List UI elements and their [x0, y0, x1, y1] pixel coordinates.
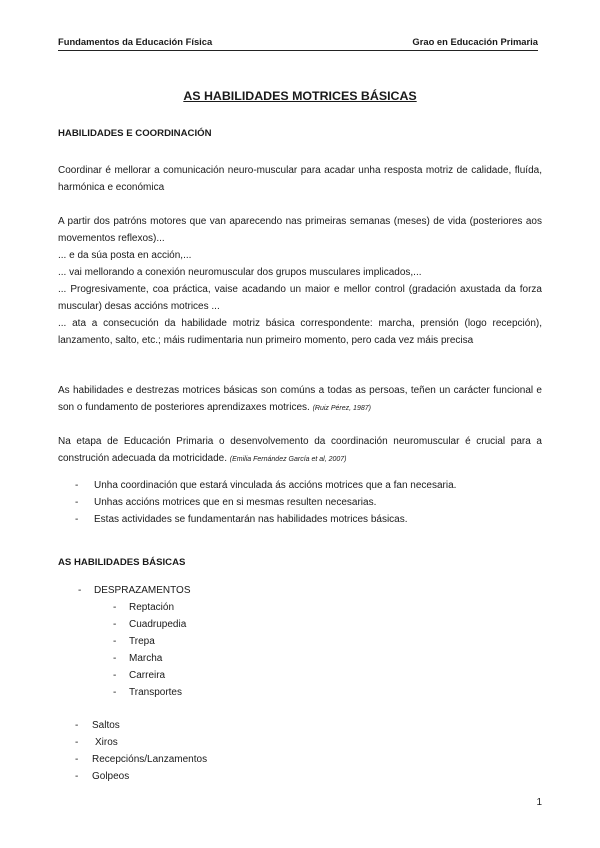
primary-stage-text: Na etapa de Educación Primaria o desenvolvemento da coordinación neuromuscular é crucial para a construción adecuada da motricidade.: [58, 436, 542, 464]
paragraph-development: [58, 213, 542, 349]
dash-bullet: -: [75, 771, 79, 782]
dash-bullet: -: [113, 619, 117, 630]
dash-bullet: -: [78, 585, 82, 596]
dash-bullet: -: [75, 720, 79, 731]
dash-bullet: -: [113, 602, 117, 613]
paragraph-primary-stage: [58, 433, 542, 468]
dash-bullet: -: [75, 480, 79, 491]
page-header: [58, 36, 538, 51]
paragraph-definition: Coordinar é mellorar a comunicación neuro-muscular para acadar unha resposta motriz de calidade, fluída, harmónica e económica: [58, 165, 542, 193]
dash-bullet: -: [113, 687, 117, 698]
development-line: ... Progresivamente, coa práctica, vaise acadando un maior e mellor control (gradación axustada da forza muscular) desas accións motrices ...: [58, 284, 542, 312]
section-heading-basic-skills: AS HABILIDADES BÁSICAS: [58, 557, 186, 568]
document-title: AS HABILIDADES MOTRICES BÁSICAS: [183, 89, 417, 103]
development-line: A partir dos patróns motores que van aparecendo nas primeiras semanas (meses) de vida (posteriores aos movementos reflexos)...: [58, 216, 542, 244]
development-line: ... vai mellorando a conexión neuromuscular dos grupos musculares implicados,...: [58, 267, 422, 278]
citation-ruiz-perez: (Ruiz Pérez, 1987): [312, 405, 371, 412]
section-heading-coordination: HABILIDADES E COORDINACIÓN: [58, 128, 212, 139]
basic-skills-text: As habilidades e destrezas motrices básicas son comúns a todas as persoas, teñen un carácter funcional e son o fundamento de posteriores aprendizaxes motrices.: [58, 385, 542, 413]
dash-bullet: -: [113, 636, 117, 647]
dash-bullet: -: [75, 514, 79, 525]
citation-fernandez-garcia: (Emilia Fernández García et al, 2007): [229, 456, 347, 463]
dash-bullet: -: [113, 670, 117, 681]
dash-bullet: -: [75, 497, 79, 508]
document-page: Fundamentos da Educación Física Grao en Educación Primaria AS HABILIDADES MOTRICES BÁSICAS HABILIDADES E COORDINACIÓN Coordinar é mellorar a comunicación neuro-muscular para acadar unha resposta motriz de calidade, fluída, harmónica e económica A partir dos patróns motores que van aparecendo nas primeiras semanas (meses) de vida (posteriores aos movementos reflexos)... ... e da súa posta en acción,... ... vai mellorando a conexión neuromuscular dos grupos musculares implicados,... ... Progresivamente, coa práctica, vaise acadando un maior e mellor control (gradación axustada da forza muscular) desas accións motrices ... ... ata a consecución da habilidade motriz básica correspondente: marcha, prensión (logo recepción), lanzamento, salto, etc.; máis rudimentaria nun primeiro momento, pero cada vez máis precisa As habilidades e destrezas motrices básicas son comúns a todas as persoas, teñen un carácter funcional e son o fundamento de posteriores aprendizaxes motrices. (Ruiz Pérez, 1987) Na etapa de Educación Primaria o desenvolvemento da coordinación neuromuscular é crucial para a construción adecuada da motricidade. (Emilia Fernández García et al, 2007) - Unha coordinación que estará vinculada ás accións motrices que a fan necesaria. - Unhas accións motrices que en si mesmas resulten necesarias. - Estas actividades se fundamentarán nas habilidades motrices básicas. AS HABILIDADES BÁSICAS - DESPRAZAMENTOS - Reptación - Cuadrupedia - Trepa - Marcha - Carreira - Transportes - Saltos - Xiros - Recepcións/Lanzamentos - Golpeos 1: [0, 0, 600, 848]
development-line: ... ata a consecución da habilidade motriz básica correspondente: marcha, prensión (logo recepción), lanzamento, salto, etc.; máis rudimentaria nun primeiro momento, pero cada vez máis precisa: [58, 318, 542, 346]
dash-bullet: -: [113, 653, 117, 664]
header-course: Fundamentos da Educación Física: [58, 36, 213, 47]
header-degree: Grao en Educación Primaria: [412, 36, 538, 47]
development-line: ... e da súa posta en acción,...: [58, 250, 192, 261]
dash-bullet: -: [75, 754, 79, 765]
page-number: 1: [536, 797, 542, 808]
dash-bullet: -: [75, 737, 79, 748]
paragraph-basic-skills: [58, 382, 542, 417]
